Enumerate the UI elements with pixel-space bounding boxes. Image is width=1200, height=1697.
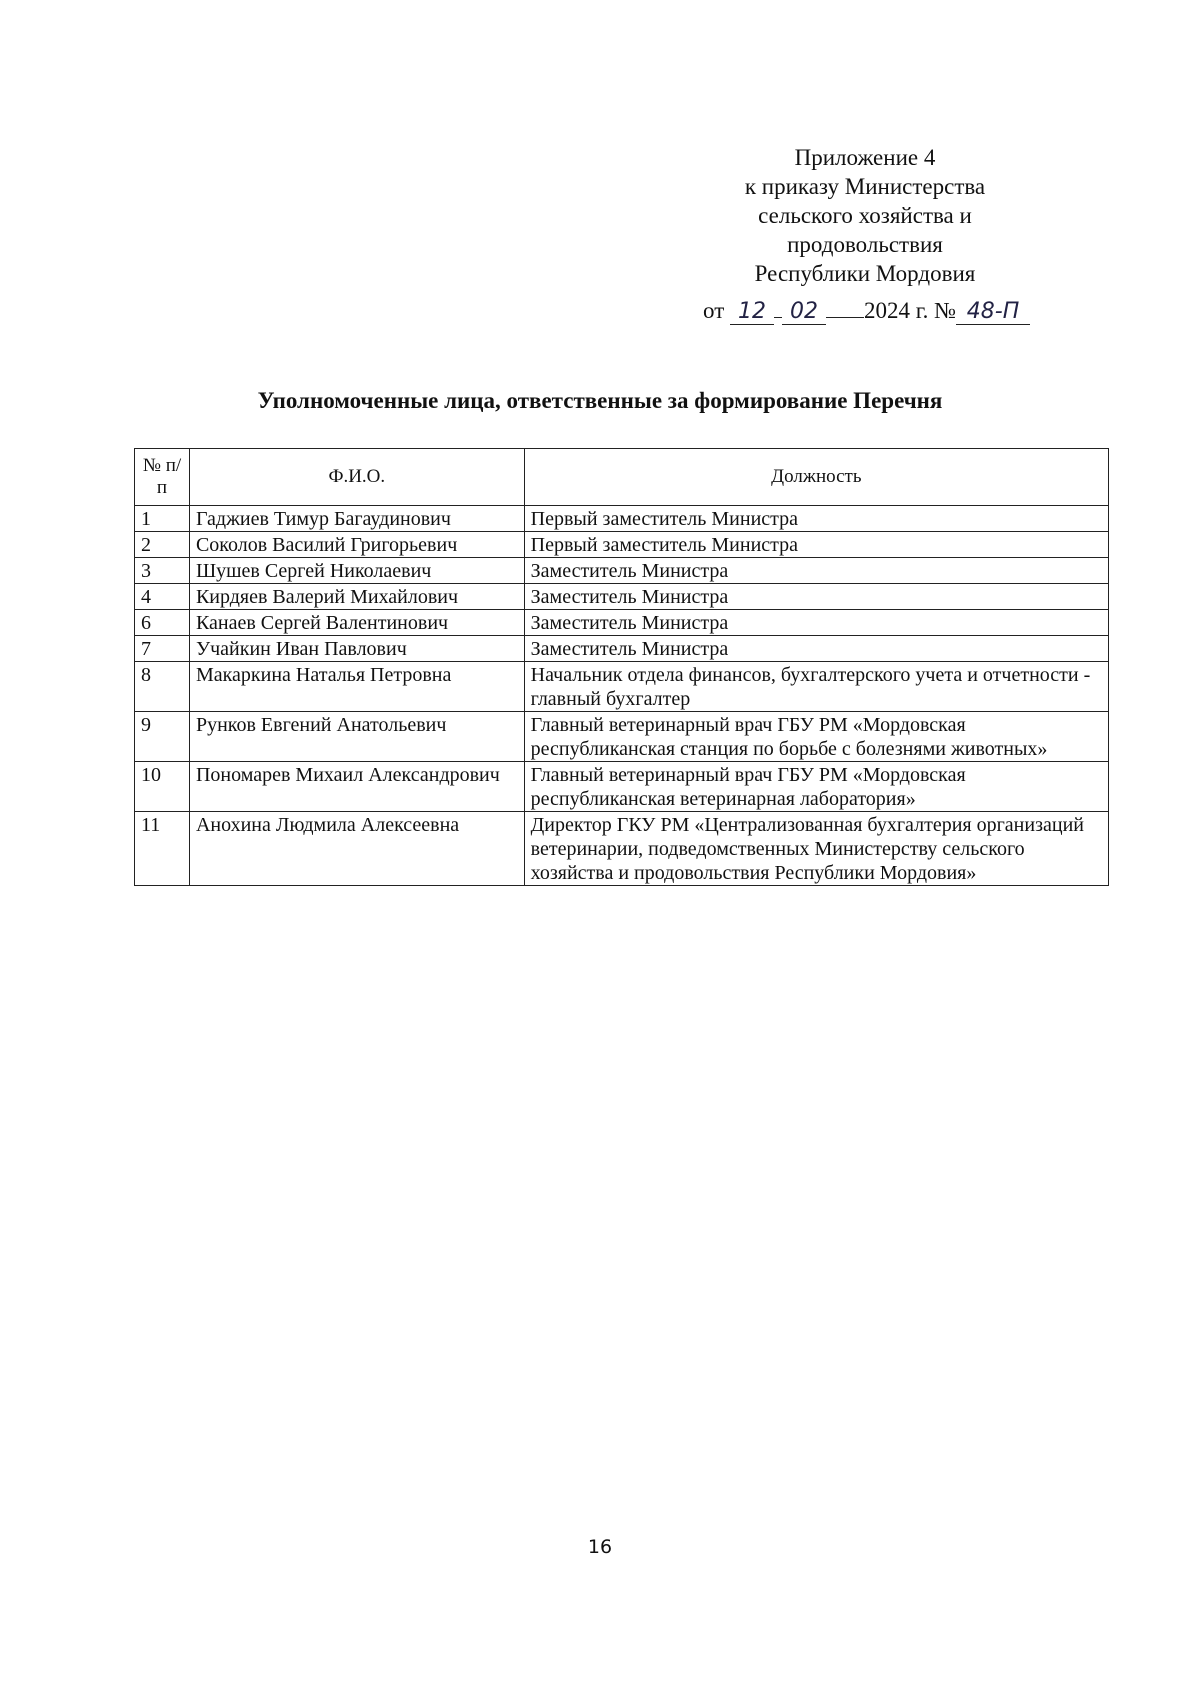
appendix-header <box>690 143 1040 288</box>
order-month-handwritten: 02 <box>782 300 826 325</box>
row-number: 2 <box>135 532 190 558</box>
table-row <box>135 812 1109 886</box>
table-header-row <box>135 449 1109 506</box>
row-position: Заместитель Министра <box>524 610 1108 636</box>
row-position: Главный ветеринарный врач ГБУ РМ «Мордовская республиканская станция по борьбе с болезнями животных» <box>524 712 1108 762</box>
row-number: 11 <box>135 812 190 886</box>
authorized-persons-table <box>134 448 1109 886</box>
underline-gap <box>826 295 864 318</box>
row-name: Шушев Сергей Николаевич <box>189 558 524 584</box>
header-name: Ф.И.О. <box>189 449 524 506</box>
order-from-label: от <box>703 298 725 323</box>
appendix-line: Республики Мордовия <box>754 261 976 286</box>
table-row <box>135 762 1109 812</box>
row-number: 9 <box>135 712 190 762</box>
table-row <box>135 584 1109 610</box>
table-row <box>135 712 1109 762</box>
row-number: 10 <box>135 762 190 812</box>
row-number: 6 <box>135 610 190 636</box>
row-number: 3 <box>135 558 190 584</box>
row-number: 1 <box>135 506 190 532</box>
row-position: Первый заместитель Министра <box>524 506 1108 532</box>
row-name: Макаркина Наталья Петровна <box>189 662 524 712</box>
row-position: Заместитель Министра <box>524 584 1108 610</box>
order-number-label: № <box>934 298 957 323</box>
appendix-line: сельского хозяйства и <box>758 203 972 228</box>
order-day-handwritten: 12 <box>730 300 774 325</box>
row-position: Главный ветеринарный врач ГБУ РМ «Мордовская республиканская ветеринарная лаборатория» <box>524 762 1108 812</box>
order-year: 2024 г. <box>864 298 929 323</box>
appendix-line: к приказу Министерства <box>744 174 986 199</box>
table-row <box>135 662 1109 712</box>
row-name: Гаджиев Тимур Багаудинович <box>189 506 524 532</box>
table-row <box>135 532 1109 558</box>
appendix-line: продовольствия <box>787 232 943 257</box>
row-position: Директор ГКУ РМ «Централизованная бухгалтерия организаций ветеринарии, подведомственных Министерству сельского хозяйства и продовольствия Республики Мордовия» <box>524 812 1108 886</box>
row-position: Заместитель Министра <box>524 558 1108 584</box>
row-number: 4 <box>135 584 190 610</box>
table-row <box>135 558 1109 584</box>
page-number: 16 <box>587 1536 613 1558</box>
row-name: Учайкин Иван Павлович <box>189 636 524 662</box>
row-position: Начальник отдела финансов, бухгалтерского учета и отчетности - главный бухгалтер <box>524 662 1108 712</box>
row-name: Рунков Евгений Анатольевич <box>189 712 524 762</box>
row-name: Пономарев Михаил Александрович <box>189 762 524 812</box>
row-name: Кирдяев Валерий Михайлович <box>189 584 524 610</box>
row-name: Канаев Сергей Валентинович <box>189 610 524 636</box>
row-position: Заместитель Министра <box>524 636 1108 662</box>
table-row <box>135 636 1109 662</box>
row-name: Анохина Людмила Алексеевна <box>189 812 524 886</box>
document-title: Уполномоченные лица, ответственные за формирование Перечня <box>257 388 943 413</box>
header-position: Должность <box>524 449 1108 506</box>
row-number: 8 <box>135 662 190 712</box>
row-number: 7 <box>135 636 190 662</box>
header-number: № п/п <box>135 449 190 506</box>
row-name: Соколов Василий Григорьевич <box>189 532 524 558</box>
row-position: Первый заместитель Министра <box>524 532 1108 558</box>
underline-gap <box>774 295 782 318</box>
order-number-handwritten: 48-П <box>956 300 1030 325</box>
appendix-line: Приложение 4 <box>794 145 936 170</box>
order-date-number <box>703 295 1030 325</box>
table-row <box>135 506 1109 532</box>
table-row <box>135 610 1109 636</box>
